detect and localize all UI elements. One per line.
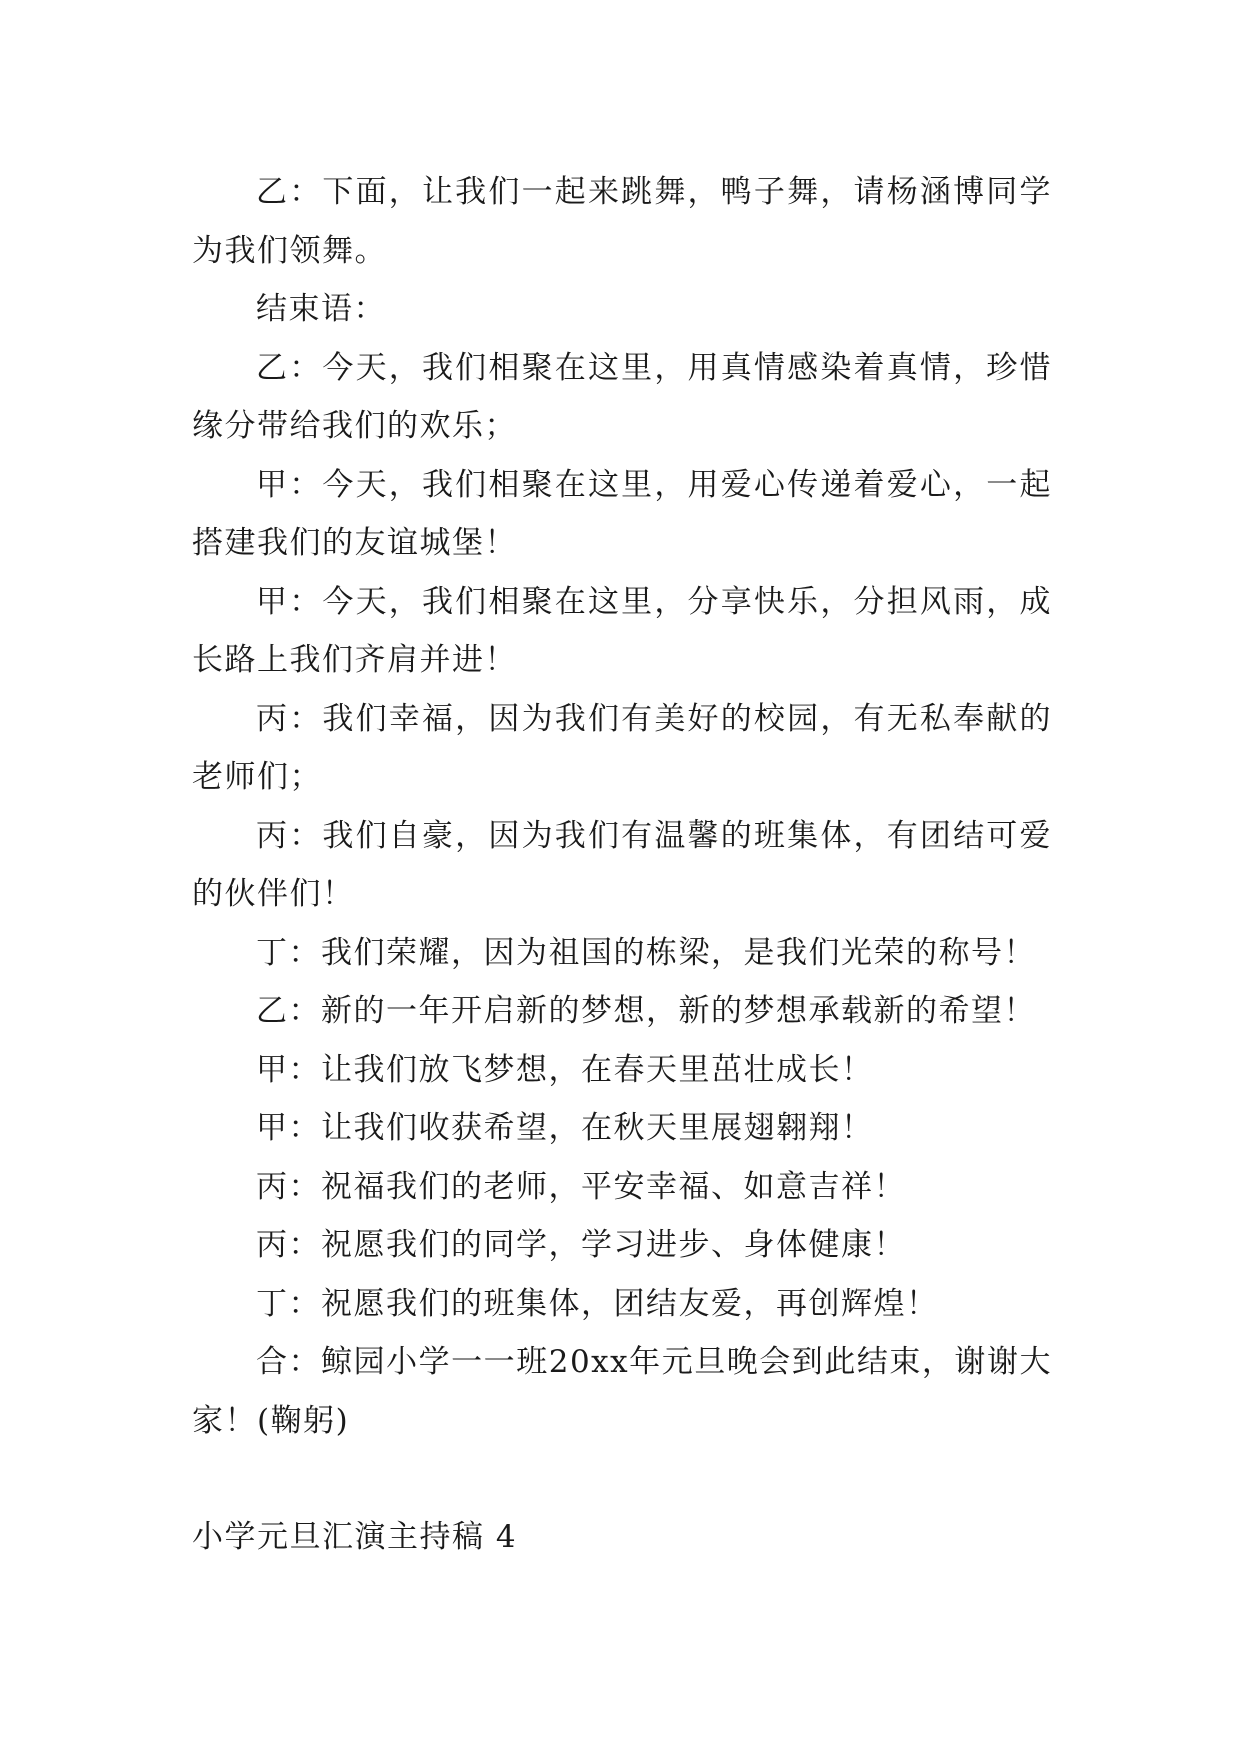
paragraph: 甲：今天，我们相聚在这里，用爱心传递着爱心，一起搭建我们的友谊城堡！ bbox=[192, 466, 1052, 561]
paragraph: 甲：让我们收获希望，在秋天里展翅翱翔！ bbox=[256, 1110, 874, 1146]
paragraph: 乙：今天，我们相聚在这里，用真情感染着真情，珍惜缘分带给我们的欢乐； bbox=[192, 349, 1052, 444]
paragraph: 乙：新的一年开启新的梦想，新的梦想承载新的希望！ bbox=[256, 993, 1036, 1029]
section-heading: 小学元旦汇演主持稿 4 bbox=[192, 1519, 518, 1555]
paragraph: 丙：祝福我们的老师，平安幸福、如意吉祥！ bbox=[256, 1168, 906, 1205]
paragraph: 丁：我们荣耀，因为祖国的栋梁，是我们光荣的称号！ bbox=[256, 934, 1036, 971]
paragraph: 乙：下面，让我们一起来跳舞，鸭子舞，请杨涵博同学为我们领舞。 bbox=[192, 174, 1052, 269]
paragraph: 甲：让我们放飞梦想，在春天里茁壮成长！ bbox=[256, 1051, 874, 1088]
paragraph: 丁：祝愿我们的班集体，团结友爱，再创辉煌！ bbox=[256, 1285, 939, 1322]
paragraph: 丙：祝愿我们的同学，学习进步、身体健康！ bbox=[256, 1227, 906, 1263]
paragraph: 丙：我们自豪，因为我们有温馨的班集体，有团结可爱的伙伴们！ bbox=[192, 817, 1052, 912]
paragraph: 甲：今天，我们相聚在这里，分享快乐，分担风雨，成长路上我们齐肩并进！ bbox=[192, 583, 1052, 678]
paragraph: 结束语： bbox=[256, 291, 386, 327]
document-body bbox=[192, 163, 1052, 1567]
paragraph: 合：鲸园小学一一班20xx年元旦晚会到此结束，谢谢大家！(鞠躬) bbox=[192, 1344, 1052, 1439]
section-spacer bbox=[192, 1450, 1052, 1508]
paragraph: 丙：我们幸福，因为我们有美好的校园，有无私奉献的老师们； bbox=[192, 700, 1052, 795]
